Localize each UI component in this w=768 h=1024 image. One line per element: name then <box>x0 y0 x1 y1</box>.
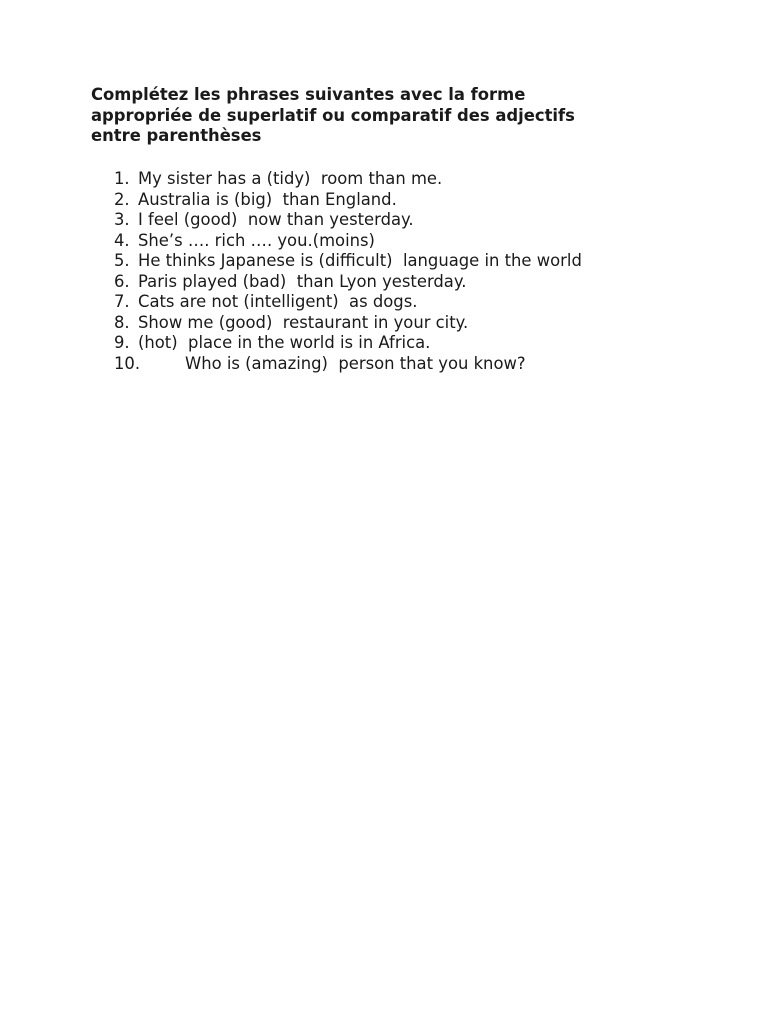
list-item <box>114 272 582 293</box>
item-sentence: She’s …. rich …. you.(moins) <box>138 230 375 250</box>
item-number: 2. <box>114 189 130 209</box>
item-sentence: He thinks Japanese is (difficult) language in the world <box>138 251 582 270</box>
list-item <box>114 292 582 313</box>
item-number: 8. <box>114 312 130 332</box>
item-sentence: Paris played (bad) than Lyon yesterday. <box>138 271 467 291</box>
list-item <box>114 210 582 231</box>
list-item <box>114 333 582 354</box>
item-number: 7. <box>114 292 130 311</box>
item-sentence: (hot) place in the world is in Africa. <box>138 333 431 352</box>
item-number: 3. <box>114 210 130 229</box>
list-item <box>114 354 582 375</box>
list-item <box>114 231 582 252</box>
item-sentence: My sister has a (tidy) room than me. <box>138 169 443 188</box>
list-item <box>114 251 582 272</box>
item-number: 6. <box>114 271 130 291</box>
item-sentence: I feel (good) now than yesterday. <box>138 210 414 229</box>
item-number: 5. <box>114 251 130 270</box>
item-sentence: Who is (amazing) person that you know? <box>185 353 526 373</box>
item-number: 10. <box>114 353 141 373</box>
exercise-list <box>114 169 582 374</box>
instructions-line: Complétez les phrases suivantes avec la forme <box>91 85 526 104</box>
list-item <box>114 190 582 211</box>
item-sentence: Cats are not (intelligent) as dogs. <box>138 292 418 311</box>
list-item <box>114 169 582 190</box>
item-number: 9. <box>114 333 130 352</box>
instructions-heading <box>91 85 711 147</box>
instructions-line: appropriée de superlatif ou comparatif des adjectifs <box>91 105 575 125</box>
item-number: 1. <box>114 169 130 188</box>
item-sentence: Show me (good) restaurant in your city. <box>138 312 469 332</box>
item-sentence: Australia is (big) than England. <box>138 189 397 209</box>
list-item <box>114 313 582 334</box>
item-number: 4. <box>114 230 130 250</box>
instructions-line: entre parenthèses <box>91 126 262 145</box>
